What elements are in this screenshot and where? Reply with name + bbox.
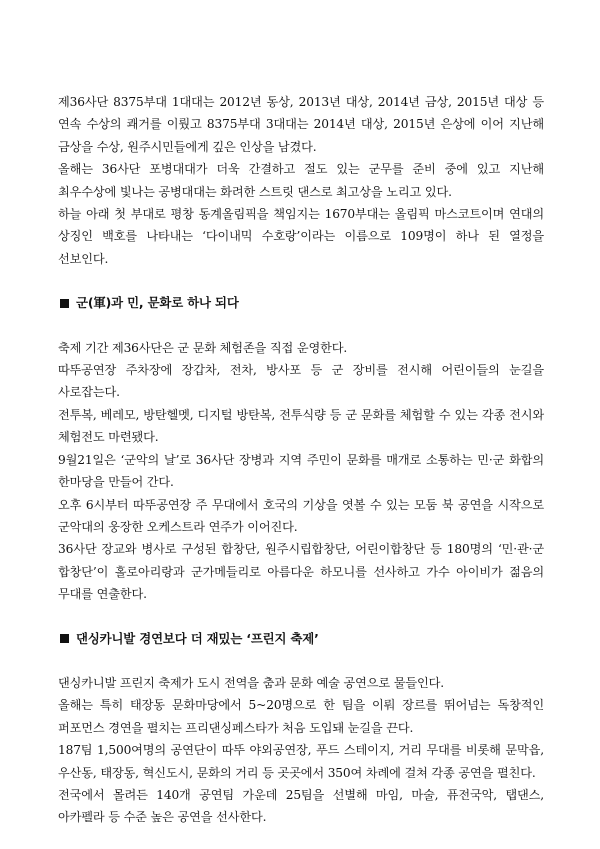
square-bullet-icon — [60, 634, 69, 643]
document-body — [58, 91, 544, 829]
paragraph: 축제 기간 제36사단은 군 문화 체험존을 직접 운영한다. — [58, 340, 348, 355]
paragraph: 9월21일은 ‘군악의 날’로 36사단 장병과 지역 주민이 문화를 매개로 소통하는 민·군 화합의 한마당을 만들어 간다. — [58, 452, 544, 490]
spacer — [58, 315, 544, 337]
spacer — [58, 606, 544, 628]
paragraph: 올해는 특히 태장동 문화마당에서 5~20명으로 한 팀을 이뤄 장르를 뛰어넘는 독창적인 퍼포먼스 경연을 펼치는 프리댄싱페스타가 처음 도입돼 눈길을 끈다. — [58, 698, 544, 735]
paragraph: 올해는 36사단 포병대대가 더욱 간결하고 절도 있는 군무를 준비 중에 있고 지난해 최우수상에 빛나는 공병대대는 화려한 스트릿 댄스로 최고상을 노리고 있다. — [58, 162, 544, 199]
paragraph: 오후 6시부터 따뚜공연장 주 무대에서 호국의 기상을 엿볼 수 있는 모둠 북 공연을 시작으로 군악대의 웅장한 오케스트라 연주가 이어진다. — [58, 497, 544, 534]
paragraph: 187팀 1,500여명의 공연단이 따뚜 야외공연장, 푸드 스테이지, 거리 무대를 비롯해 문막읍, 우산동, 태장동, 혁신도시, 문화의 거리 등 곳곳에서 350여 차례에 걸쳐 각종 공연을 펼친다. — [58, 743, 544, 780]
section-heading-text: 댄싱카니발 경연보다 더 재밌는 ‘프린지 축제’ — [76, 630, 319, 646]
spacer — [58, 270, 544, 292]
square-bullet-icon — [60, 299, 69, 308]
spacer — [58, 650, 544, 672]
paragraph: 하늘 아래 첫 부대로 평창 동계올림픽을 책임지는 1670부대는 올림픽 마스코트이며 연대의 상징인 백호를 나타내는 ‘다이내믹 수호랑’이라는 이름으로 109명이 하나 된 열정을 선보인다. — [58, 207, 544, 266]
paragraph: 따뚜공연장 주차장에 장갑차, 전차, 방사포 등 군 장비를 전시해 어린이들의 눈길을 사로잡는다. — [58, 363, 544, 400]
section-heading — [58, 628, 544, 650]
section-heading-text: 군(軍)과 민, 문화로 하나 되다 — [76, 295, 239, 311]
paragraph: 제36사단 8375부대 1대대는 2012년 동상, 2013년 대상, 2014년 금상, 2015년 대상 등 연속 수상의 쾌거를 이뤘고 8375부대 3대대는 2014년 대상, 2015년 은상에 이어 지난해 금상을 수상, 원주시민들에게 깊은 인상을 남겼다. — [58, 95, 544, 154]
paragraph: 댄싱카니발 프린지 축제가 도시 전역을 춤과 문화 예술 공연으로 물들인다. — [58, 675, 444, 690]
paragraph: 36사단 장교와 병사로 구성된 합창단, 원주시립합창단, 어린이합창단 등 180명의 ‘민·관·군 합창단’이 홀로아리랑과 군가메들리로 아름다운 하모니를 선사하고 가수 아이비가 젊음의 무대를 연출한다. — [58, 542, 544, 602]
paragraph: 전국에서 몰려든 140개 공연팀 가운데 25팀을 선별해 마임, 마술, 퓨전국악, 탭댄스, 아카펠라 등 수준 높은 공연을 선사한다. — [58, 787, 544, 825]
paragraph: 전투복, 베레모, 방탄헬멧, 디지털 방탄복, 전투식량 등 군 문화를 체험할 수 있는 각종 전시와 체험전도 마련됐다. — [58, 407, 544, 445]
section-heading — [58, 292, 544, 314]
